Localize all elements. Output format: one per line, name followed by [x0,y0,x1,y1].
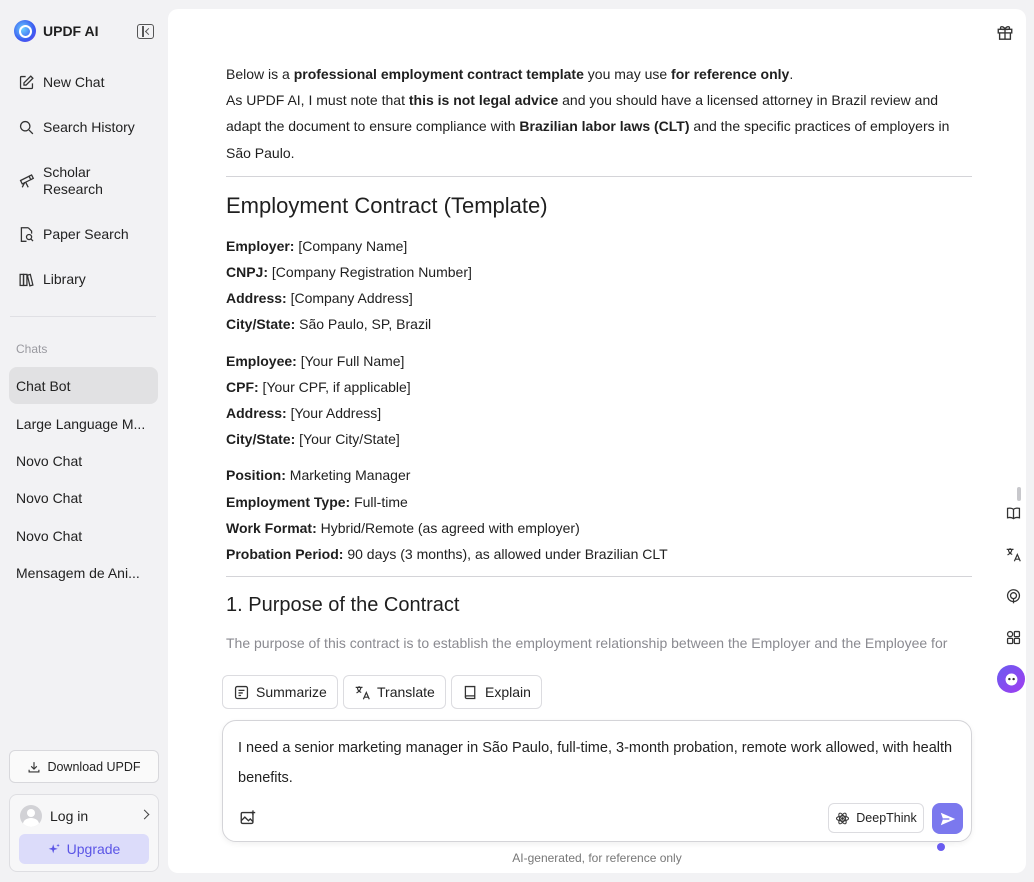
chats-section-title: Chats [16,342,48,356]
chat-list-item[interactable]: Mensagem de Ani... [16,564,140,581]
summarize-icon [233,684,250,701]
field-row: Employee: [Your Full Name] [226,352,405,369]
field-row: Address: [Your Address] [226,405,382,422]
message-composer[interactable] [222,720,972,842]
books-icon [18,271,35,288]
sidebar-item-paper-search[interactable] [18,226,129,243]
section-heading: 1. Purpose of the Contract [226,594,460,617]
translate-button[interactable] [343,675,446,709]
updf-logo-icon [14,20,36,42]
field-row: City/State: [Your City/State] [226,431,400,448]
summarize-button[interactable] [222,675,338,709]
sidebar-item-new-chat[interactable] [18,74,104,91]
chat-panel [168,9,1026,873]
chevron-right-icon [140,810,150,820]
edit-icon [18,74,35,91]
status-dot [937,843,945,851]
sidebar-item-search-history[interactable] [18,119,135,136]
field-row: Employment Type: Full-time [226,493,408,510]
chat-list-item[interactable]: Novo Chat [16,489,83,506]
login-label: Log in [50,808,89,824]
document-search-icon [18,226,35,243]
chat-list-item[interactable]: Novo Chat [16,452,83,469]
login-button[interactable] [20,805,148,827]
telescope-icon [18,172,35,189]
avatar [20,805,42,827]
sidebar-item-label: New Chat [43,74,105,90]
sidebar-item-library[interactable] [18,271,86,288]
assistant-message [226,61,972,667]
field-row: Probation Period: 90 days (3 months), as allowed under Brazilian CLT [226,546,668,563]
atom-icon [835,811,850,826]
chat-list-item[interactable]: Large Language M... [16,415,146,432]
divider [226,576,972,577]
section-text: The purpose of this contract is to establish the employment relationship between the Employer and the Employee for [226,635,948,652]
image-upload-icon[interactable] [239,809,257,827]
book-icon [462,684,479,701]
deepthink-label: DeepThink [856,811,917,825]
translate-icon [354,684,371,701]
ai-disclaimer: AI-generated, for reference only [512,851,682,865]
field-row: Address: [Company Address] [226,290,413,307]
download-updf-label: Download UPDF [47,759,141,774]
collapse-sidebar-icon[interactable] [137,24,154,39]
search-icon [18,119,35,136]
sidebar-item-label: Scholar Research [43,164,103,197]
field-row: Position: Marketing Manager [226,467,411,484]
translate-label: Translate [377,684,435,700]
send-icon [939,810,957,828]
field-row: CPF: [Your CPF, if applicable] [226,378,411,395]
brand-name: UPDF AI [43,23,99,39]
field-row: CNPJ: [Company Registration Number] [226,264,472,281]
reader-tool-button[interactable] [1000,500,1026,526]
intro-paragraph-1: Below is a professional employment contract template you may use for reference only. [226,66,794,82]
send-button[interactable] [932,803,963,834]
contract-heading: Employment Contract (Template) [226,192,548,218]
assistant-face-icon [1003,671,1020,688]
open-book-icon [1005,505,1022,522]
employee-details [226,348,972,453]
divider [226,176,972,177]
position-details [226,462,972,567]
podcast-tool-button[interactable] [1000,583,1026,609]
apps-grid-icon [1005,629,1022,646]
podcast-icon [1005,588,1022,605]
employer-details [226,233,972,338]
apps-tool-button[interactable] [1000,624,1026,650]
field-row: Work Format: Hybrid/Remote (as agreed with employer) [226,519,580,536]
summarize-label: Summarize [256,684,327,700]
sidebar [0,0,168,882]
translate-icon [1005,546,1022,563]
deepthink-button[interactable] [828,803,924,833]
chat-list-item[interactable]: Chat Bot [9,367,158,404]
upgrade-label: Upgrade [66,841,121,857]
field-row: Employer: [Company Name] [226,237,408,254]
sparkle-icon [48,843,61,856]
sidebar-item-label: Paper Search [43,226,129,242]
ai-assistant-button[interactable] [997,665,1025,693]
message-input[interactable]: I need a senior marketing manager in São Paulo, full-time, 3-month probation, remote work allowed, with health benefits. [238,740,953,786]
sidebar-item-label: Library [43,271,86,287]
brand[interactable] [14,20,98,42]
field-row: City/State: São Paulo, SP, Brazil [226,316,432,333]
explain-label: Explain [485,684,531,700]
sidebar-item-label: Search History [43,119,135,135]
gift-icon[interactable] [996,23,1014,41]
explain-button[interactable] [451,675,542,709]
upgrade-button[interactable] [19,834,149,864]
account-panel [9,794,159,872]
intro-paragraph-2: As UPDF AI, I must note that this is not legal advice and you should have a licensed attorney in Brazil review and adapt the document to ensure compliance with Brazilian labor laws (CLT) and the specific practices of employers in São Paulo. [226,92,950,161]
sidebar-item-scholar-research[interactable] [18,164,113,198]
download-icon [27,760,41,774]
download-updf-button[interactable] [9,750,159,783]
scrollbar[interactable] [1017,487,1021,501]
divider [10,316,156,317]
translate-tool-button[interactable] [1000,541,1026,567]
chat-list-item[interactable]: Novo Chat [16,527,83,544]
